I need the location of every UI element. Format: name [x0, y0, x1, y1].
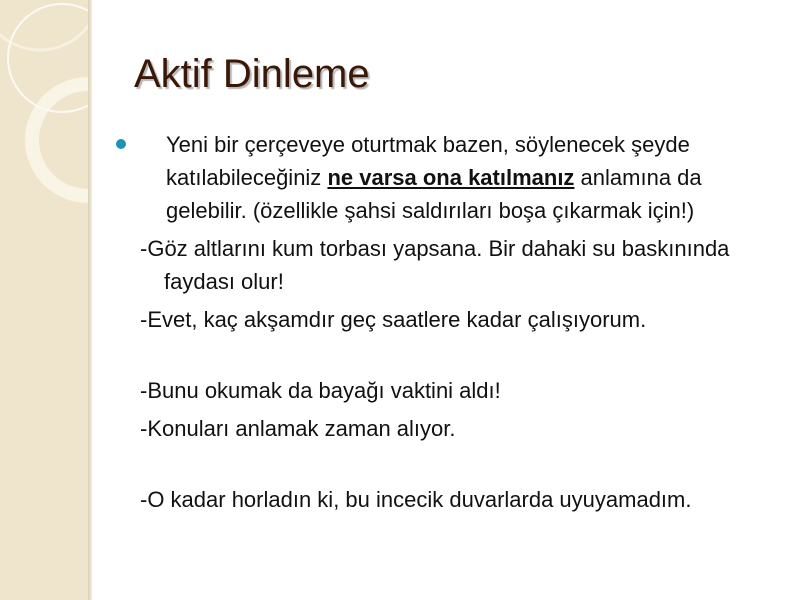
dialogue-line: -Bunu okumak da bayağı vaktini aldı! — [140, 378, 501, 403]
bullet-text-before: Yeni bir çerçeveye oturtmak bazen, söylenecek şeyde katılabileceğiniz — [166, 132, 690, 190]
bullet-text-after: anlamına da gelebilir. (özellikle şahsi saldırıları boşa çıkarmak için!) — [166, 165, 702, 223]
side-decoration — [0, 0, 88, 600]
slide-body — [140, 128, 770, 521]
bullet-dot-icon — [116, 139, 126, 149]
decorative-circles-icon — [0, 0, 88, 600]
bullet-emphasis: ne varsa ona katılmanız — [327, 165, 575, 190]
bullet-paragraph — [140, 128, 770, 227]
spacer — [140, 341, 770, 374]
spacer — [140, 450, 770, 483]
slide-title: Aktif Dinleme — [134, 52, 370, 96]
side-divider — [88, 0, 92, 600]
dialogue-line: -Evet, kaç akşamdır geç saatlere kadar çalışıyorum. — [140, 307, 647, 332]
dialogue-line: -Göz altlarını kum torbası yapsana. Bir dahaki su baskınında faydası olur! — [140, 236, 730, 294]
dialogue-line: -Konuları anlamak zaman alıyor. — [140, 416, 456, 441]
dialogue-line: -O kadar horladın ki, bu incecik duvarlarda uyuyamadım. — [140, 487, 692, 512]
